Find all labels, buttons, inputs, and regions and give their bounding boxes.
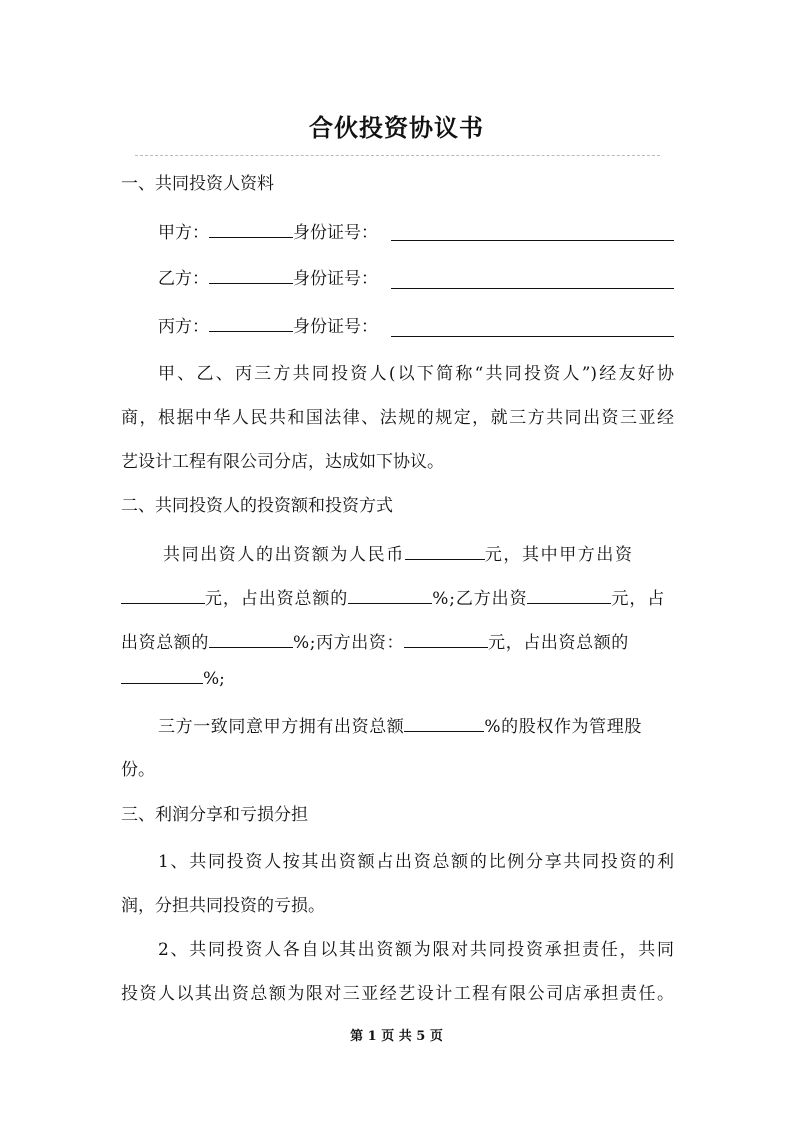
section-heading-3: 三、利润分享和亏损分担 — [121, 805, 308, 825]
party-c-id-blank — [391, 319, 674, 337]
party-c-row — [158, 314, 378, 339]
management-percent-blank — [404, 714, 484, 732]
section-heading-2: 二、共同投资人的投资额和投资方式 — [121, 496, 393, 516]
investment-text: 元，其中甲方出资 — [484, 545, 634, 565]
investment-text: 元，占出资总额的 — [205, 589, 349, 609]
section-heading-1: 一、共同投资人资料 — [121, 174, 274, 194]
total-amount-blank — [405, 542, 485, 560]
party-b-amount-blank — [527, 586, 611, 604]
profit-item-1-line-2: 润，分担共同投资的亏损。 — [121, 896, 325, 916]
party-c-label: 丙方： — [158, 317, 209, 337]
page-number-footer: 第 1 页 共 5 页 — [350, 1029, 443, 1044]
party-b-id-blank — [391, 271, 674, 289]
investment-text: 元，占出资总额的 — [488, 633, 629, 653]
intro-line-3: 艺设计工程有限公司分店，达成如下协议。 — [121, 452, 444, 472]
title-divider — [135, 155, 660, 156]
party-a-percent-blank — [348, 586, 432, 604]
party-b-percent-blank — [209, 630, 293, 648]
party-c-amount-blank — [404, 630, 488, 648]
profit-item-2-line-1: 2、共同投资人各自以其出资额为限对共同投资承担责任，共同 — [158, 940, 674, 960]
investment-text: %;丙方出资： — [293, 633, 405, 653]
management-text: 三方一致同意甲方拥有出资总额 — [158, 717, 405, 737]
party-a-id-blank — [391, 223, 674, 241]
party-a-label: 甲方： — [158, 223, 209, 243]
party-c-name-blank — [209, 314, 293, 332]
profit-item-1-line-1: 1、共同投资人按其出资额占出资总额的比例分享共同投资的利 — [158, 852, 674, 872]
document-title: 合伙投资协议书 — [309, 113, 484, 142]
party-b-row — [158, 266, 378, 291]
party-c-percent-blank — [121, 666, 203, 684]
party-c-id-label: 身份证号： — [293, 317, 378, 337]
investment-text: %; — [203, 669, 225, 689]
intro-line-2: 商，根据中华人民共和国法律、法规的规定，就三方共同出资三亚经 — [121, 408, 674, 428]
intro-line-1: 甲、乙、丙三方共同投资人(以下简称“共同投资人”)经友好协 — [158, 364, 674, 384]
investment-line-1 — [163, 542, 674, 567]
party-a-id-label: 身份证号： — [293, 223, 378, 243]
party-b-name-blank — [209, 266, 293, 284]
investment-line-3 — [121, 630, 674, 655]
party-a-amount-blank — [121, 586, 205, 604]
investment-text: %;乙方出资 — [432, 589, 528, 609]
party-a-row — [158, 220, 378, 245]
management-share-line-2: 份。 — [121, 760, 155, 780]
party-b-id-label: 身份证号： — [293, 269, 378, 289]
investment-text: 共同出资人的出资额为人民币 — [163, 545, 405, 565]
profit-item-2-line-2: 投资人以其出资总额为限对三亚经艺设计工程有限公司店承担责任。 — [121, 984, 674, 1004]
investment-line-2 — [121, 586, 674, 611]
party-a-name-blank — [209, 220, 293, 238]
investment-text: 出资总额的 — [121, 633, 209, 653]
investment-text: 元，占 — [611, 589, 666, 609]
investment-line-4 — [121, 666, 674, 691]
party-b-label: 乙方： — [158, 269, 209, 289]
management-share-line — [158, 714, 674, 739]
management-text: %的股权作为管理股 — [484, 717, 642, 737]
